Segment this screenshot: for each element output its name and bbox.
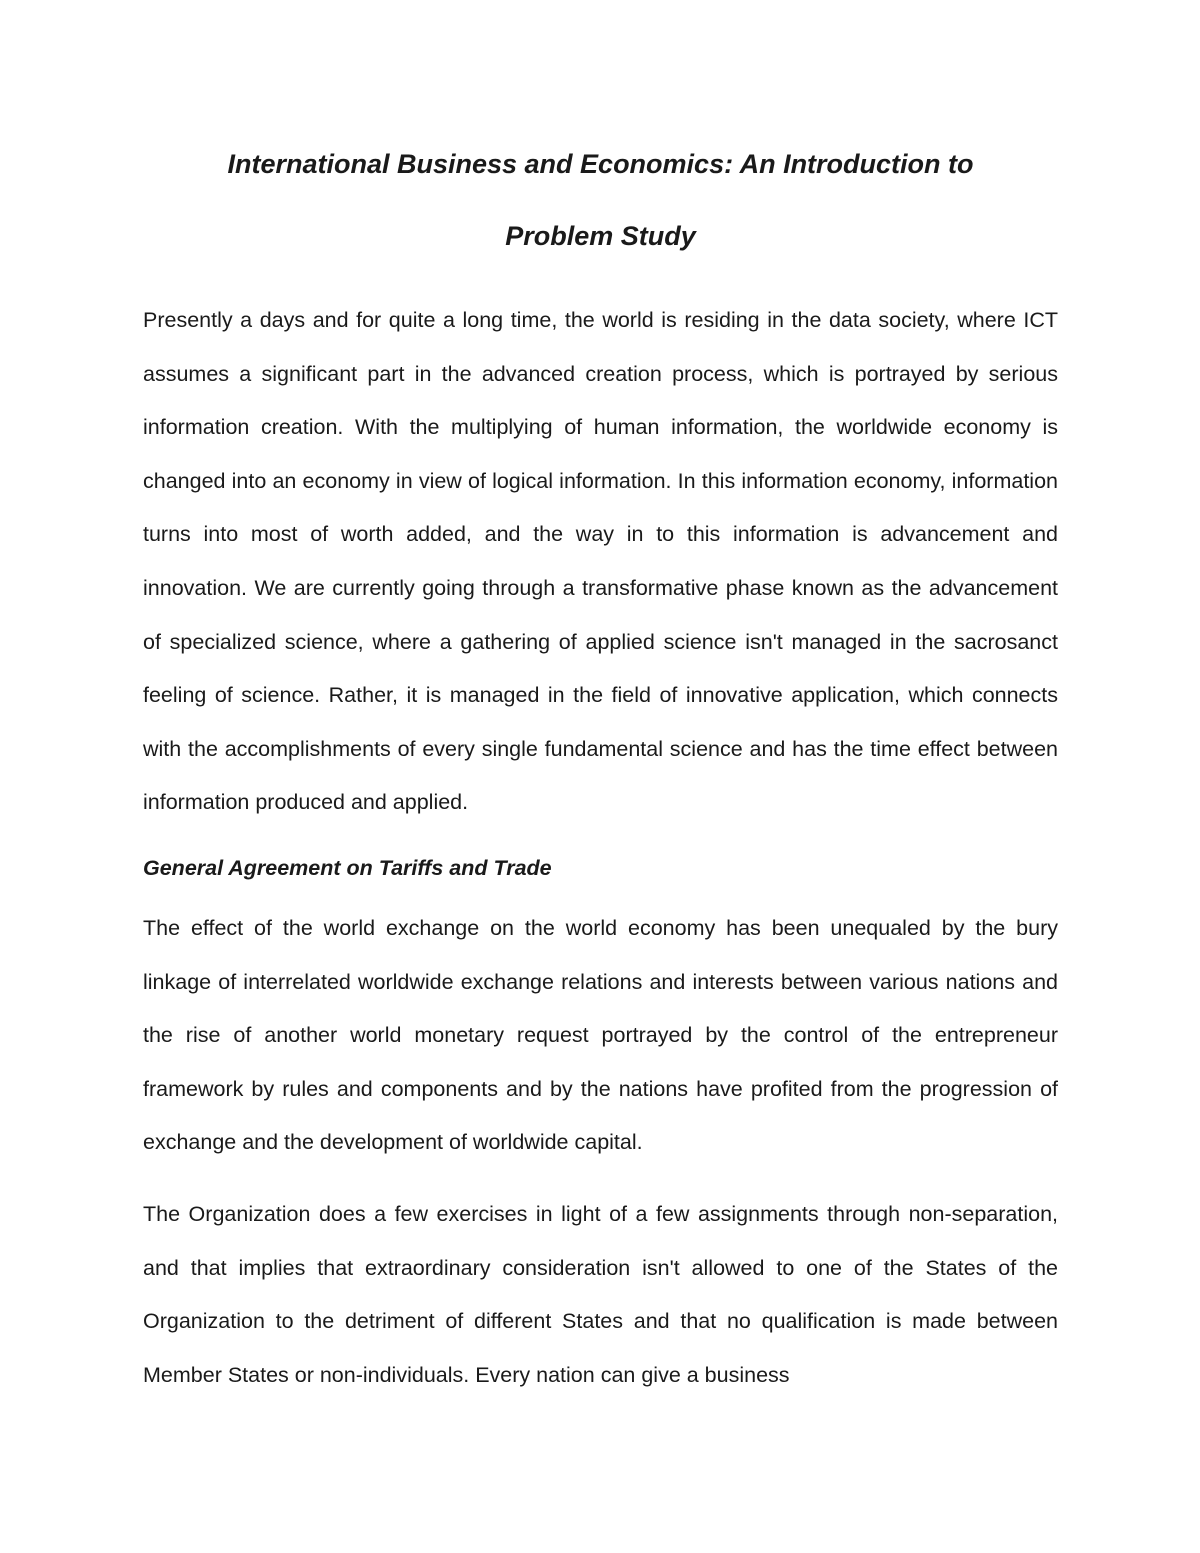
document-body: [143, 128, 1058, 1402]
paragraph-world-exchange: The effect of the world exchange on the world economy has been unequaled by the bury linkage of interrelated worldwide exchange relations and interests between various nations and the rise of another world monetary request portrayed by the control of the entrepreneur framework by rules and components and by the nations have profited from the progression of exchange and the development of worldwide capital.: [143, 915, 1058, 1155]
title-line-2: Problem Study: [505, 221, 696, 251]
section-heading-gatt: General Agreement on Tariffs and Trade: [143, 855, 552, 880]
document-title: [143, 128, 1058, 272]
paragraph-intro: Presently a days and for quite a long time, the world is residing in the data society, where ICT assumes a significant part in the advanced creation process, which is portrayed by serious information creation. With the multiplying of human information, the worldwide economy is changed into an economy in view of logical information. In this information economy, information turns into most of worth added, and the way in to this information is advancement and innovation. We are currently going through a transformative phase known as the advancement of specialized science, where a gathering of applied science isn't managed in the sacrosanct feeling of science. Rather, it is managed in the field of innovative application, which connects with the accomplishments of every single fundamental science and has the time effect between information produced and applied.: [143, 308, 1058, 815]
paragraph-organization: The Organization does a few exercises in light of a few assignments through non-separation, and that implies that extraordinary consideration isn't allowed to one of the States of the Organization to the detriment of different States and that no qualification is made between Member States or non-individuals. Every nation can give a business: [143, 1201, 1058, 1387]
title-line-1: International Business and Economics: An Introduction to: [227, 149, 974, 179]
